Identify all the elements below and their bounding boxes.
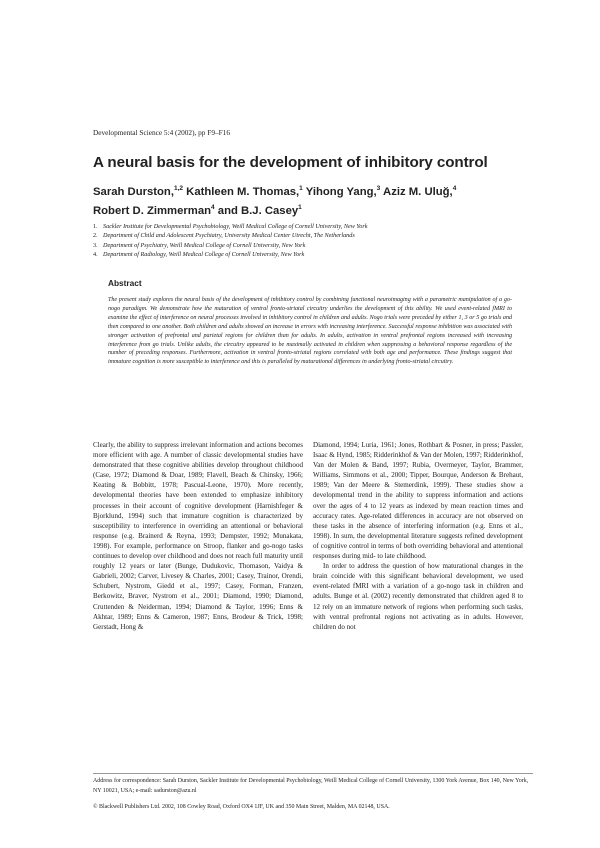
body-column-left [93, 440, 303, 632]
affiliation-text: Department of Psychiatry, Weill Medical College of Cornell University, New York [103, 241, 306, 249]
affiliation-item [93, 222, 533, 231]
copyright-line: © Blackwell Publishers Ltd. 2002, 108 Cowley Road, Oxford OX4 1JF, UK and 350 Main Street, Malden, MA 02148, USA. [93, 804, 390, 810]
body-paragraph: In order to address the question of how maturational changes in the brain coincide with this significant behavioral development, we used event-related fMRI with a variation of a go-nogo task in children and adults. Bunge et al. (2002) recently demonstrated that children aged 8 to 12 rely on an immature network of regions when performing such tasks, with ventral prefrontal regions not activating as in adults. However, children do not [313, 562, 523, 631]
paper-title: A neural basis for the development of inhibitory control [93, 154, 488, 171]
affiliation-item [93, 241, 533, 250]
author-name: Yihong Yang, [305, 186, 377, 198]
author-name: Aziz M. Uluğ, [383, 186, 453, 198]
affiliation-number: 2. [93, 232, 98, 240]
author-sup: 4 [211, 204, 215, 211]
abstract-text: The present study explores the neural basis of the development of inhibitory control by combining functional neuroimaging with a parametric manipulation of a go-nogo paradigm. We demonstrate how the maturation of ventral fronto-striatal circuitry underlies the development of this ability. We used event-related fMRI to examine the effect of interference on neural processes involved in inhibitory control in children and adults. Nogo trials were preceded by either 1, 3 or 5 go trials and then compared to one another. Both children and adults showed an increase in errors with increasing interference. Successful response inhibition was associated with stronger activation of prefrontal and parietal regions for children than for adults. In adults, activation in ventral prefrontal regions increased with increasing interference from go trials. Unlike adults, the circuitry appeared to be maximally activated in children when suppressing a behavioral response regardless of the number of preceding responses. Furthermore, activation in ventral fronto-striatal regions correlated with both age and performance. These findings suggest that immature cognition is more susceptible to interference and this is paralleled by maturational differences in underlying fronto-striatal circuitry. [108, 297, 512, 366]
affiliation-number: 3. [93, 241, 98, 249]
affiliation-number: 1. [93, 223, 98, 230]
affiliation-item [93, 231, 533, 240]
author-list [93, 181, 533, 219]
affiliations [93, 222, 533, 259]
affiliation-item [93, 250, 533, 259]
author-name: Robert D. Zimmerman [93, 205, 212, 217]
body-column-right [313, 440, 523, 632]
author-name: Kathleen M. Thomas, [186, 186, 300, 198]
affiliation-text: Department of Child and Adolescent Psychiatry, University Medical Center Utrecht, The Netherlands [103, 232, 355, 240]
journal-citation: Developmental Science 5:4 (2002), pp F9–F16 [93, 128, 230, 137]
body-paragraph: Clearly, the ability to suppress irrelevant information and actions becomes more efficient with age. A number of classic developmental studies have demonstrated that these cognitive abilities develop throughout childhood (Case, 1972; Diamond & Doar, 1989; Flavell, Beach & Chinsky, 1966; Keating & Bobbitt, 1978; Pascual-Leone, 1970). More recently, developmental theories have been extended to emphasize inhibitory processes in their account of cognitive development (Harnishfeger & Bjorklund, 1994) such that immature cognition is characterized by susceptibility to interference in overriding an attentional or behavioral response (e.g. Brainerd & Reyna, 1993; Dempster, 1992; Munakata, 1998). For example, performance on Stroop, flanker and go-nogo tasks continues to develop over childhood and does not reach full maturity until roughly 12 years or later (Bunge, Dudukovic, Thomason, Vaidya & Gabrieli, 2002; Carver, Livesey & Charles, 2001; Casey, Trainor, Orendi, Schubert, Nystrom, Giedd et al., 1997; Casey, Forman, Franzen, Berkowitz, Braver, Nystrom et al., 2001; Diamond, 1990; Diamond, Cruttenden & Neiderman, 1994; Diamond & Taylor, 1996; Enns & Akhtar, 1989; Enns & Cameron, 1987; Enns, Brodeur & Trick, 1998; Gerstadt, Hong & [93, 441, 303, 631]
author-sup: 1,2 [173, 185, 184, 192]
correspondence-note: Address for correspondence: Sarah Durston, Sackler Institute for Developmental Psychobiology, Weill Medical College of Cornell University, 1300 York Avenue, Box 140, New York, NY 10021, USA; e-mail: sadurston@azu.nl [93, 778, 529, 794]
footnote-rule [93, 773, 533, 774]
author-sup: 1 [299, 185, 303, 192]
author-name: Sarah Durston, [93, 186, 174, 198]
abstract-heading: Abstract [108, 278, 142, 288]
author-sup: 1 [298, 204, 302, 211]
affiliation-text: Department of Radiology, Weill Medical College of Cornell University, New York [103, 250, 305, 258]
body-paragraph: Diamond, 1994; Luria, 1961; Jones, Rothbart & Posner, in press; Passler, Isaac & Hynd, 1985; Ridderinkhof & Van der Molen, 1997; Ridderinkhof, Van der Molen & Band, 1997; Rubia, Overmeyer, Taylor, Brammer, Williams, Simmons et al., 2000; Tipper, Bourque, Anderson & Brehaut, 1989; Van der Meere & Stemerdink, 1999). These studies show a developmental trend in the ability to suppress information and actions over the ages of 4 to 12 years as indexed by mean reaction times and accuracy rates. Age-related differences in accuracy are not observed on these tasks in the absence of interfering information (e.g. Enns et al., 1998). In sum, the developmental literature suggests refined development of cognitive control in terms of both overriding behavioral and attentional responses during mid- to late childhood. [313, 441, 523, 561]
author-sup: 4 [452, 185, 457, 192]
affiliation-text: Sackler Institute for Developmental Psychobiology, Weill Medical College of Cornell University, New York [103, 223, 368, 230]
author-name: and B.J. Casey [217, 205, 299, 217]
affiliation-number: 4. [93, 250, 98, 258]
author-sup: 3 [376, 185, 381, 192]
